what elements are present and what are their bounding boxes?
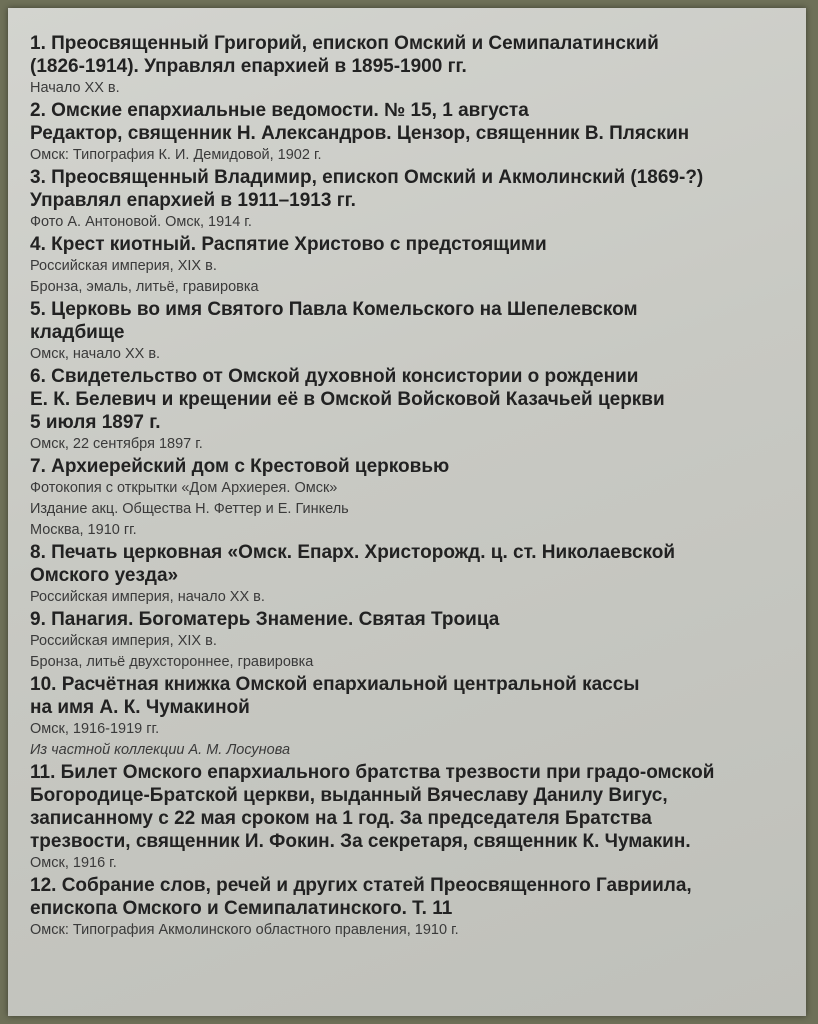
item-title bbox=[30, 761, 792, 853]
item-provenance-note: Из частной коллекции А. М. Лосунова bbox=[30, 742, 291, 758]
title-line: Омского уезда» bbox=[30, 565, 179, 586]
title-line: трезвости, священник И. Фокин. За секретаря, священник К. Чумакин. bbox=[30, 831, 691, 852]
item-title bbox=[30, 608, 792, 631]
title-line: записанному с 22 мая сроком на 1 год. За председателя Братства bbox=[30, 808, 652, 829]
exhibit-item-9 bbox=[30, 608, 792, 673]
exhibit-item-1 bbox=[30, 32, 792, 99]
item-detail: Омск: Типография К. И. Демидовой, 1902 г. bbox=[30, 147, 322, 163]
title-line: 2. Омские епархиальные ведомости. № 15, 1 августа bbox=[30, 100, 529, 121]
title-line: 8. Печать церковная «Омск. Епарх. Христорожд. ц. ст. Николаевской bbox=[30, 542, 676, 563]
title-line: 5. Церковь во имя Святого Павла Комельского на Шепелевском bbox=[30, 299, 638, 320]
item-title bbox=[30, 166, 792, 212]
title-line: Богородице-Братской церкви, выданный Вячеславу Данилу Вигус, bbox=[30, 785, 668, 806]
item-detail: Москва, 1910 гг. bbox=[30, 522, 137, 538]
item-title bbox=[30, 874, 792, 920]
item-detail: Омск, 1916 г. bbox=[30, 855, 117, 871]
exhibit-list bbox=[30, 32, 792, 941]
exhibit-item-8 bbox=[30, 541, 792, 608]
exhibit-item-11 bbox=[30, 761, 792, 874]
exhibit-item-10 bbox=[30, 673, 792, 761]
item-detail: Омск, 1916-1919 гг. bbox=[30, 721, 160, 737]
item-title bbox=[30, 455, 792, 478]
item-detail: Омск: Типография Акмолинского областного правления, 1910 г. bbox=[30, 922, 459, 938]
item-detail: Бронза, литьё двухстороннее, гравировка bbox=[30, 654, 314, 670]
title-line: кладбище bbox=[30, 322, 125, 343]
item-title bbox=[30, 541, 792, 587]
title-line: 3. Преосвященный Владимир, епископ Омский и Акмолинский (1869-?) bbox=[30, 167, 704, 188]
title-line: 9. Панагия. Богоматерь Знамение. Святая Троица bbox=[30, 609, 500, 630]
item-detail: Российская империя, XIX в. bbox=[30, 633, 217, 649]
exhibit-item-6 bbox=[30, 365, 792, 455]
exhibit-item-7 bbox=[30, 455, 792, 541]
exhibit-item-2 bbox=[30, 99, 792, 166]
item-detail: Омск, начало XX в. bbox=[30, 346, 161, 362]
exhibit-item-12 bbox=[30, 874, 792, 941]
title-line: 7. Архиерейский дом с Крестовой церковью bbox=[30, 456, 450, 477]
item-title bbox=[30, 673, 792, 719]
item-detail: Фотокопия с открытки «Дом Архиерея. Омск» bbox=[30, 480, 338, 496]
title-line: 12. Собрание слов, речей и других статей Преосвященного Гавриила, bbox=[30, 875, 692, 896]
title-line: Е. К. Белевич и крещении её в Омской Войсковой Казачьей церкви bbox=[30, 389, 665, 410]
title-line: (1826-1914). Управлял епархией в 1895-1900 гг. bbox=[30, 56, 467, 77]
title-line: Редактор, священник Н. Александров. Цензор, священник В. Пляскин bbox=[30, 123, 690, 144]
title-line: 5 июля 1897 г. bbox=[30, 412, 161, 433]
exhibit-label-board bbox=[8, 8, 806, 1016]
item-detail: Российская империя, начало XX в. bbox=[30, 589, 265, 605]
title-line: 6. Свидетельство от Омской духовной консистории о рождении bbox=[30, 366, 639, 387]
item-detail: Омск, 22 сентября 1897 г. bbox=[30, 436, 203, 452]
item-title bbox=[30, 298, 792, 344]
title-line: Управлял епархией в 1911–1913 гг. bbox=[30, 190, 356, 211]
item-title bbox=[30, 99, 792, 145]
item-title bbox=[30, 32, 792, 78]
item-detail: Фото А. Антоновой. Омск, 1914 г. bbox=[30, 214, 252, 230]
title-line: 11. Билет Омского епархиального братства трезвости при градо-омской bbox=[30, 762, 715, 783]
title-line: 1. Преосвященный Григорий, епископ Омский и Семипалатинский bbox=[30, 33, 659, 54]
title-line: 4. Крест киотный. Распятие Христово с предстоящими bbox=[30, 234, 547, 255]
item-detail: Российская империя, XIX в. bbox=[30, 258, 217, 274]
item-title bbox=[30, 365, 792, 434]
exhibit-item-5 bbox=[30, 298, 792, 365]
title-line: 10. Расчётная книжка Омской епархиальной центральной кассы bbox=[30, 674, 640, 695]
item-detail: Издание акц. Общества Н. Феттер и Е. Гинкель bbox=[30, 501, 349, 517]
title-line: на имя А. К. Чумакиной bbox=[30, 697, 250, 718]
exhibit-item-3 bbox=[30, 166, 792, 233]
item-title bbox=[30, 233, 792, 256]
title-line: епископа Омского и Семипалатинского. Т. 11 bbox=[30, 898, 453, 919]
item-detail: Начало XX в. bbox=[30, 80, 120, 96]
item-detail: Бронза, эмаль, литьё, гравировка bbox=[30, 279, 259, 295]
exhibit-item-4 bbox=[30, 233, 792, 298]
